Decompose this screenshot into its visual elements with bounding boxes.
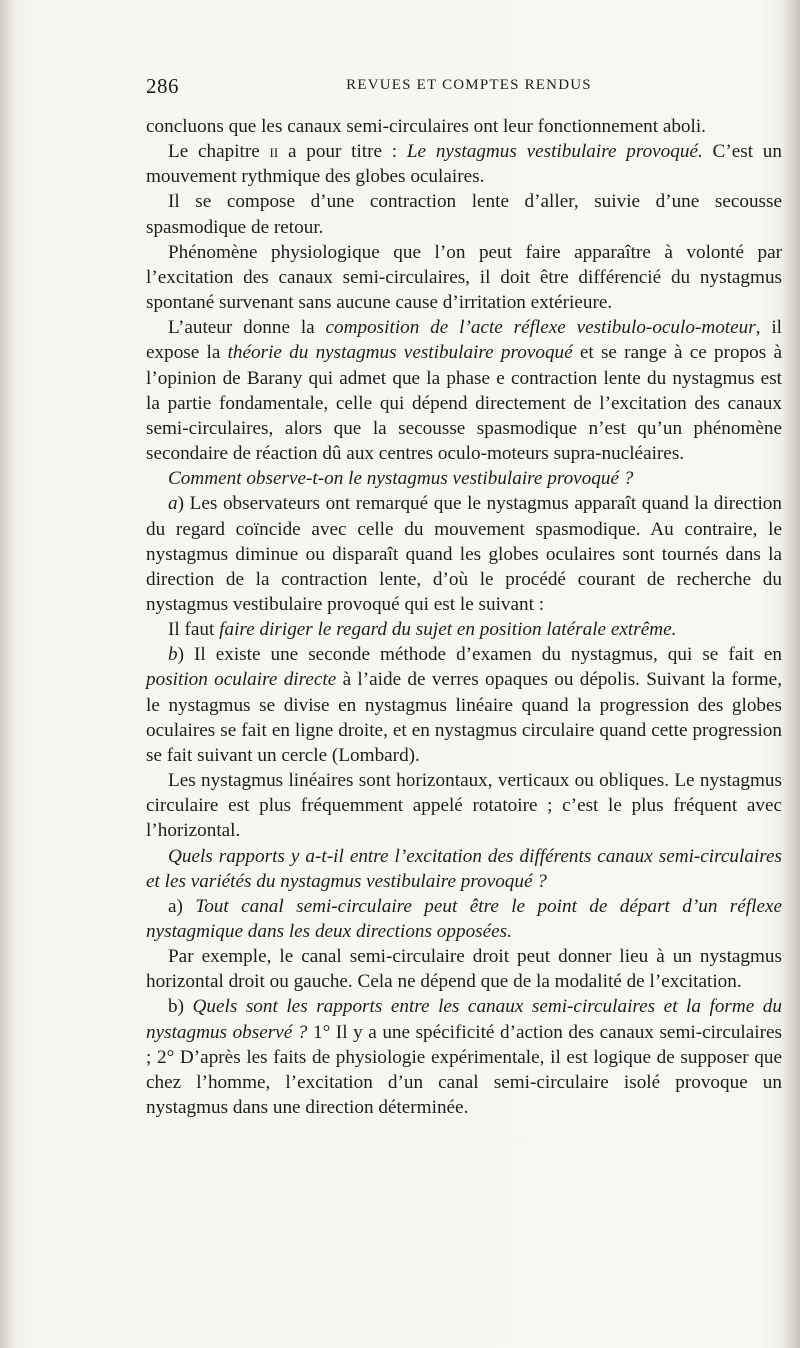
paragraph <box>146 994 782 1120</box>
italic-text-run: Quels sont les rapports entre les canaux semi-circulaires et la forme du nystagmus observé ? <box>146 996 782 1043</box>
text-run: Par exemple, le canal semi-circulaire droit peut donner lieu à un nystagmus horizontal droit ou gauche. Cela ne dépend que de la modalité de l’excitation. <box>146 946 782 993</box>
page-number: 286 <box>146 74 179 98</box>
paragraph <box>146 642 782 768</box>
italic-text-run: composition de l’acte réflexe vestibulo-oculo-moteur <box>325 317 756 339</box>
paragraph <box>146 466 782 491</box>
paragraph <box>146 139 782 189</box>
running-title: REVUES ET COMPTES RENDUS <box>346 77 592 93</box>
text-run: a pour titre : <box>278 141 407 163</box>
italic-text-run: a <box>168 493 178 515</box>
page-header <box>146 74 782 98</box>
paragraph <box>146 844 782 894</box>
page-shadow-left <box>0 0 14 1348</box>
text-run: ) Il existe une seconde méthode d’examen du nystagmus, qui se fait en <box>177 644 782 666</box>
text-run: , il expose la <box>146 317 782 364</box>
italic-text-run: Quels rapports y a-t-il entre l’excitation des différents canaux semi-circulaires et les variétés du nystagmus vestibulaire provoqué ? <box>146 845 782 892</box>
text-run: ) Les observateurs ont remarqué que le nystagmus apparaît quand la direction du regard coïncide avec celle du mouvement spasmodique. Au contraire, le nystagmus diminue ou disparaît quand les globes oculaires sont tournés dans la direction de la contraction lente, d’où le procédé courant de recherche du nystagmus vestibulaire provoqué qui est le suivant : <box>146 493 782 615</box>
text-run: Les nystagmus linéaires sont horizontaux, verticaux ou obliques. Le nystagmus circulaire est plus fréquemment appelé rotatoire ; c’est le plus fréquent avec l’horizontal. <box>146 770 782 842</box>
text-run: a) <box>168 895 196 917</box>
text-run: Il faut <box>168 619 220 641</box>
italic-text-run: théorie du nystagmus vestibulaire provoqué <box>227 342 573 364</box>
page-shadow-right <box>782 0 800 1348</box>
italic-text-run: Le nystagmus vestibulaire provoqué. <box>406 141 703 163</box>
paragraph <box>146 617 782 642</box>
paragraph <box>146 944 782 994</box>
text-run: concluons que les canaux semi-circulaires ont leur fonctionnement aboli. <box>146 116 706 137</box>
italic-text-run: faire diriger le regard du sujet en position latérale extrême. <box>219 619 677 641</box>
paragraph <box>146 491 782 617</box>
text-run: Phénomène physiologique que l’on peut faire apparaître à volonté par l’excitation des canaux semi-circulaires, il doit être différencié du nystagmus spontané survenant sans aucune cause d’irritation extérieure. <box>146 241 782 314</box>
italic-text-run: position oculaire directe <box>146 669 337 691</box>
text-run: à l’aide de verres opaques ou dépolis. Suivant la forme, le nystagmus se divise en nystagmus linéaire quand la progression des globes oculaires se fait en ligne droite, et en nystagmus circulaire quand cette progression se fait suivant un cercle (Lombard). <box>146 669 782 766</box>
text-run: C’est un mouvement rythmique des globes oculaires. <box>146 141 782 188</box>
paragraph <box>146 240 782 315</box>
italic-text-run: Tout canal semi-circulaire peut être le point de départ d’un réflexe nystagmique dans les deux directions opposées. <box>146 895 782 942</box>
text-run: Il se compose d’une contraction lente d’aller, suivie d’une secousse spasmodique de retour. <box>146 191 782 238</box>
text-run: Le chapitre <box>168 141 270 163</box>
italic-text-run: b <box>168 644 178 666</box>
text-run: et se range à ce propos à l’opinion de Barany qui admet que la phase e contraction lente du nystagmus est la partie fondamentale, celle qui dépend directement de l’excitation des canaux semi-circulaires, alors que la secousse spasmodique n’est qu’un phénomène secondaire de réaction dû aux centres oculo-moteurs supra-nucléaires. <box>146 342 782 465</box>
paragraph <box>146 768 782 843</box>
text-run: ii <box>269 141 279 163</box>
text-run: b) <box>168 996 193 1018</box>
text-run: L’auteur donne la <box>168 317 326 339</box>
paragraph <box>146 114 782 139</box>
paragraph <box>146 189 782 239</box>
paragraph <box>146 894 782 944</box>
italic-text-run: Comment observe-t-on le nystagmus vestibulaire provoqué ? <box>168 468 634 490</box>
paragraph <box>146 315 782 466</box>
text-run: 1° Il y a une spécificité d’action des canaux semi-circulaires ; 2° D’après les faits de physiologie expérimentale, il est logique de supposer que chez l’homme, l’excitation d’un canal semi-circulaire isolé provoque un nystagmus dans une direction déterminée. <box>146 1021 782 1119</box>
body-text <box>146 114 782 1120</box>
